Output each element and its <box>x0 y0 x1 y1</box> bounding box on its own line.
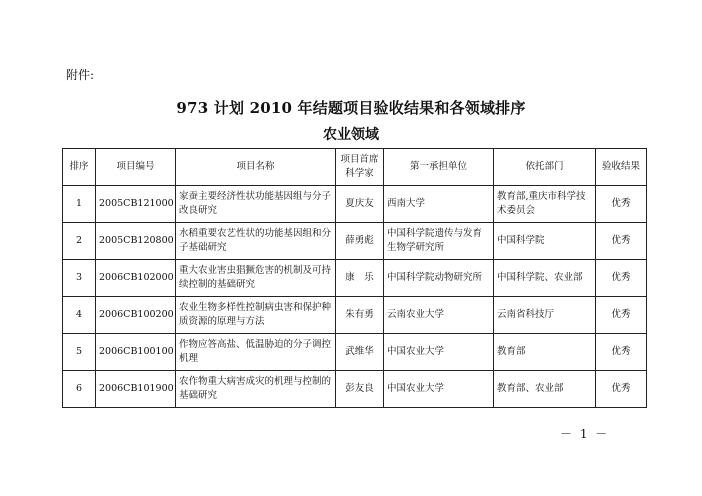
table-row <box>63 371 647 408</box>
cell-rank: 4 <box>63 297 96 334</box>
cell-chief: 彭友良 <box>336 371 384 408</box>
page-number: － 1 － <box>560 427 610 441</box>
header-result: 验收结果 <box>596 149 647 186</box>
cell-dept: 中国科学院、农业部 <box>494 260 596 297</box>
cell-code: 2005CB120800 <box>96 223 176 260</box>
table-row <box>63 297 647 334</box>
table-row <box>63 223 647 260</box>
table-row <box>63 260 647 297</box>
header-dept: 依托部门 <box>494 149 596 186</box>
cell-name: 水稻重要农艺性状的功能基因组和分子基础研究 <box>176 223 336 260</box>
cell-unit: 云南农业大学 <box>384 297 494 334</box>
header-rank: 排序 <box>63 149 96 186</box>
cell-chief: 薛勇彪 <box>336 223 384 260</box>
cell-chief: 夏庆友 <box>336 186 384 223</box>
cell-code: 2006CB100100 <box>96 334 176 371</box>
cell-dept: 中国科学院 <box>494 223 596 260</box>
table-row <box>63 186 647 223</box>
cell-chief: 武维华 <box>336 334 384 371</box>
cell-result: 优秀 <box>596 371 647 408</box>
cell-unit: 中国农业大学 <box>384 334 494 371</box>
cell-rank: 5 <box>63 334 96 371</box>
results-table <box>62 148 647 408</box>
cell-result: 优秀 <box>596 260 647 297</box>
cell-unit: 中国科学院遗传与发育生物学研究所 <box>384 223 494 260</box>
header-code: 项目编号 <box>96 149 176 186</box>
header-row <box>63 149 647 186</box>
cell-result: 优秀 <box>596 334 647 371</box>
cell-result: 优秀 <box>596 186 647 223</box>
cell-code: 2005CB121000 <box>96 186 176 223</box>
cell-unit: 西南大学 <box>384 186 494 223</box>
cell-dept: 教育部,重庆市科学技术委员会 <box>494 186 596 223</box>
cell-result: 优秀 <box>596 297 647 334</box>
cell-chief: 朱有勇 <box>336 297 384 334</box>
cell-name: 重大农业害虫猖獗危害的机制及可持续控制的基础研究 <box>176 260 336 297</box>
cell-code: 2006CB102000 <box>96 260 176 297</box>
cell-chief: 康 乐 <box>336 260 384 297</box>
cell-dept: 云南省科技厅 <box>494 297 596 334</box>
cell-dept: 教育部、农业部 <box>494 371 596 408</box>
header-chief: 项目首席科学家 <box>336 149 384 186</box>
cell-unit: 中国农业大学 <box>384 371 494 408</box>
cell-result: 优秀 <box>596 223 647 260</box>
document-title: 973 计划 2010 年结题项目验收结果和各领域排序 <box>176 99 526 117</box>
cell-dept: 教育部 <box>494 334 596 371</box>
cell-unit: 中国科学院动物研究所 <box>384 260 494 297</box>
cell-code: 2006CB100200 <box>96 297 176 334</box>
cell-name: 农作物重大病害成灾的机理与控制的基础研究 <box>176 371 336 408</box>
cell-rank: 2 <box>63 223 96 260</box>
header-unit: 第一承担单位 <box>384 149 494 186</box>
cell-name: 作物应答高盐、低温胁迫的分子调控机理 <box>176 334 336 371</box>
attachment-label: 附件: <box>66 68 95 82</box>
table-row <box>63 334 647 371</box>
cell-code: 2006CB101900 <box>96 371 176 408</box>
cell-name: 家蚕主要经济性状功能基因组与分子改良研究 <box>176 186 336 223</box>
cell-name: 农业生物多样性控制病虫害和保护种质资源的原理与方法 <box>176 297 336 334</box>
cell-rank: 3 <box>63 260 96 297</box>
cell-rank: 1 <box>63 186 96 223</box>
cell-rank: 6 <box>63 371 96 408</box>
section-subtitle: 农业领域 <box>323 127 379 143</box>
header-name: 项目名称 <box>176 149 336 186</box>
